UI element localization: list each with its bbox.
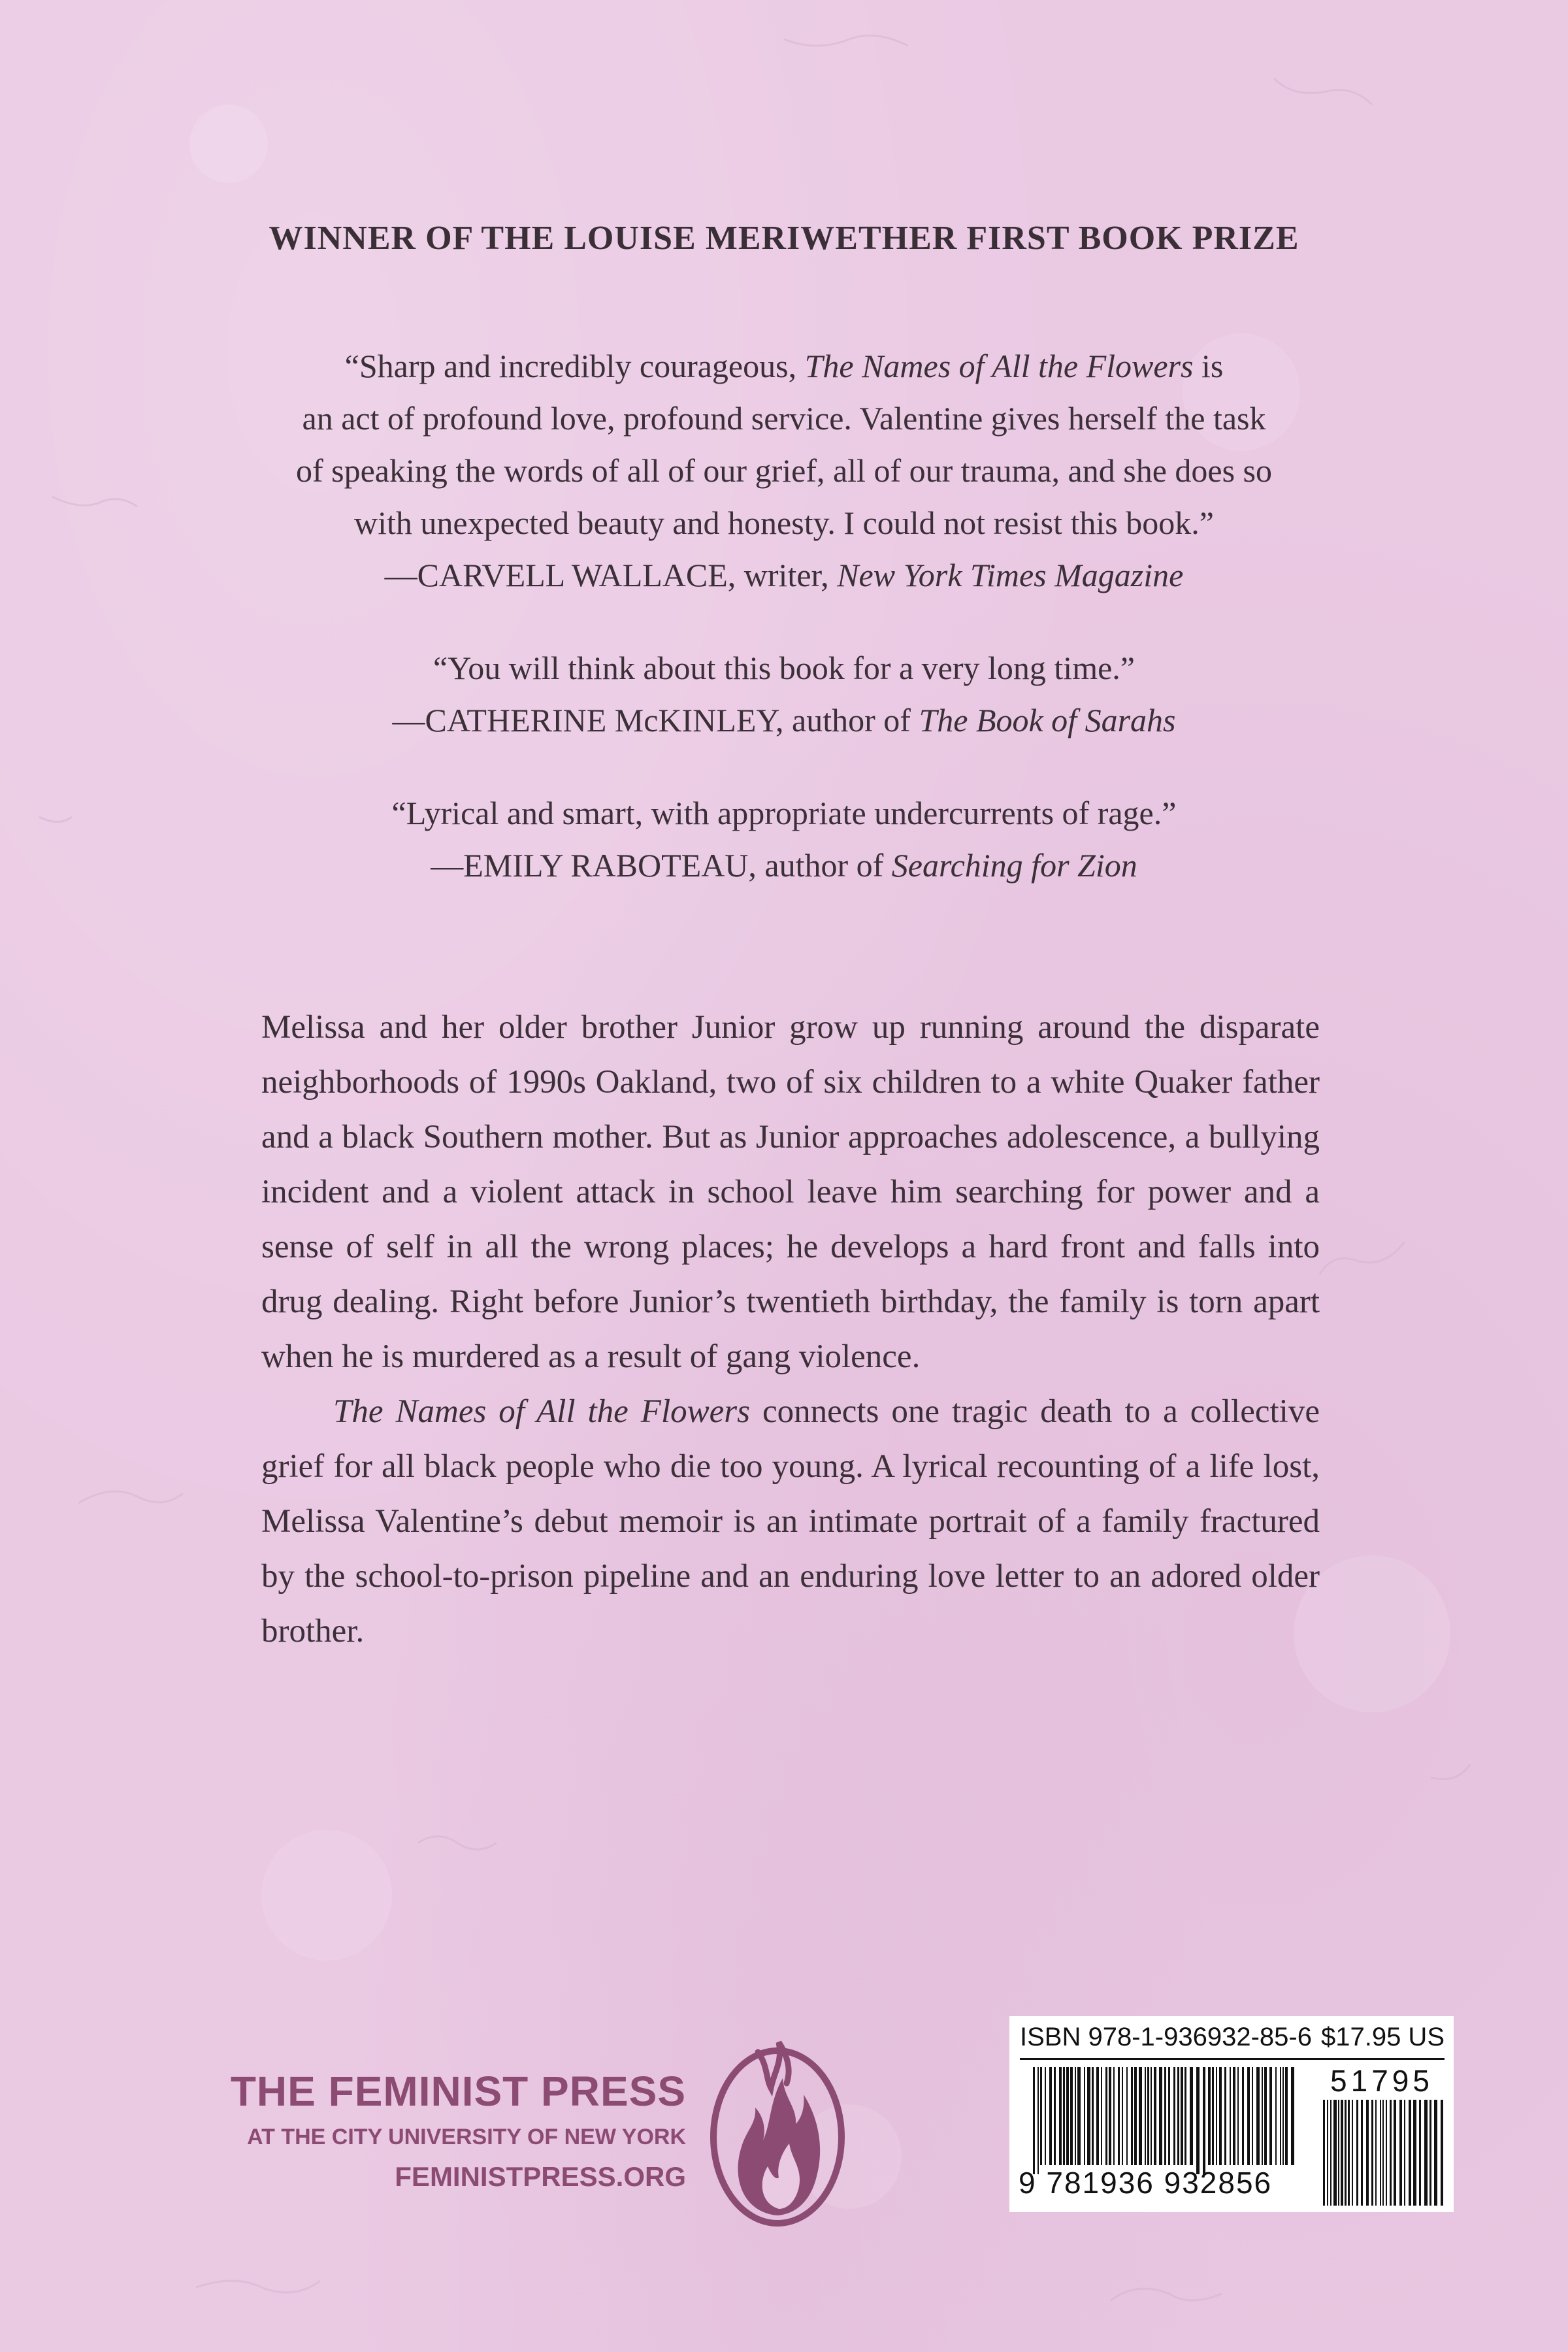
quote-line: “Lyrical and smart, with appropriate undercurrents of rage.” [391, 795, 1177, 831]
barcode-bar [1070, 2067, 1073, 2165]
barcode-bar [1262, 2067, 1263, 2165]
barcode-bar [1399, 2100, 1402, 2206]
attribution: —CATHERINE McKINLEY, author of The Book of Sarahs [392, 702, 1176, 738]
barcode-bar [1184, 2067, 1186, 2165]
barcode-bar [1092, 2067, 1094, 2165]
price: $17.95 US [1320, 2023, 1445, 2051]
barcode-bar [1159, 2067, 1162, 2165]
barcode-bar [1285, 2067, 1288, 2165]
barcode-bar [1390, 2100, 1392, 2206]
blurb-carvell-wallace [222, 340, 1346, 601]
blurb-catherine-mckinley [222, 642, 1346, 746]
barcode-bar [1045, 2067, 1046, 2165]
flame-logo-icon [706, 2026, 849, 2228]
quote-line: with unexpected beauty and honesty. I could not resist this book.” [354, 505, 1214, 541]
blurbs-section [222, 340, 1346, 932]
attribution: —EMILY RABOTEAU, author of Searching for Zion [431, 847, 1137, 884]
barcode-bar [1077, 2067, 1081, 2165]
barcode-bar [1280, 2067, 1281, 2165]
barcode-bar [1134, 2067, 1137, 2165]
barcode-bar [1441, 2100, 1443, 2206]
barcode-bar [1122, 2067, 1123, 2165]
barcode-bar [1269, 2067, 1272, 2165]
attribution: —CARVELL WALLACE, writer, New York Times Magazine [384, 557, 1184, 593]
barcode-bar [1208, 2067, 1211, 2165]
barcode-bar [1109, 2067, 1111, 2165]
barcode-bar [1242, 2067, 1244, 2165]
barcode-bar [1126, 2067, 1128, 2165]
publisher-block [176, 2065, 686, 2197]
barcode-bar [1361, 2100, 1363, 2206]
barcode-panel [1009, 2016, 1454, 2212]
barcode-bar [1105, 2067, 1107, 2165]
barcode-bar [1224, 2067, 1226, 2165]
barcode-bar [1216, 2067, 1217, 2165]
barcode-bar [1237, 2067, 1239, 2165]
barcode-bar [1075, 2067, 1076, 2165]
barcode-bar [1154, 2067, 1156, 2165]
barcode-bar [1380, 2100, 1381, 2206]
barcode-bar [1233, 2067, 1235, 2165]
description-paragraph-1: Melissa and her older brother Junior grow up running around the disparate neighborhoods of 1990s Oakland, two of six children to a white Quaker father and a black Southern mother. But as Junior approaches adolescence, a bullying incident and a violent attack in school leave him searching for power and a sense of self in all the wrong places; he develops a hard front and falls into drug dealing. Right before Junior’s twentieth birthday, the family is torn apart when he is murdered as a result of gang violence. [261, 1009, 1320, 1375]
barcode-bar [1066, 2067, 1069, 2165]
barcode-bar [1356, 2100, 1358, 2206]
book-title: The Names of All the Flowers [333, 1393, 750, 1430]
barcode-bar [1409, 2100, 1411, 2206]
publisher-name: THE FEMINIST PRESS [230, 2068, 686, 2115]
book-title: The Names of All the Flowers [804, 348, 1194, 384]
barcode-bar [1131, 2067, 1133, 2165]
barcode-bar [1219, 2067, 1222, 2165]
barcode-bar [1049, 2067, 1052, 2165]
barcode-bar [1040, 2067, 1042, 2165]
barcode-bar [1252, 2067, 1253, 2165]
barcode-bar [1434, 2100, 1437, 2206]
barcode-bar [1177, 2067, 1179, 2165]
barcode-bar [1382, 2100, 1384, 2206]
barcode-bar [1424, 2100, 1428, 2206]
barcode-bar [1147, 2067, 1149, 2165]
barcode-bar [1366, 2100, 1369, 2206]
barcode-bar [1419, 2100, 1421, 2206]
book-description [261, 1000, 1320, 1659]
barcode-bar [1371, 2100, 1373, 2206]
barcode-bar [1291, 2067, 1294, 2165]
barcode-bar [1101, 2067, 1102, 2165]
barcode-bar [1413, 2100, 1416, 2206]
barcode-bar [1054, 2067, 1056, 2165]
barcode-bar [1190, 2067, 1193, 2165]
barcode-bar [1247, 2067, 1250, 2165]
barcode-bar [1230, 2067, 1231, 2165]
barcode-bar [1118, 2067, 1120, 2165]
quote-line: of speaking the words of all of our grief, all of our trauma, and she does so [295, 452, 1273, 489]
description-paragraph-2: The Names of All the Flowers connects one tragic death to a collective grief for all black people who die too young. A lyrical recounting of a life lost, Melissa Valentine’s debut memoir is an intimate portrait of a family fractured by the school-to-prison pipeline and an enduring love letter to an adored older brother. [261, 1393, 1320, 1649]
barcode-bar [1059, 2067, 1062, 2165]
barcode-bar [1164, 2067, 1166, 2165]
publisher-subtitle: AT THE CITY UNIVERSITY OF NEW YORK [247, 2125, 686, 2149]
barcode-bar [1212, 2067, 1214, 2165]
barcode-bar [1352, 2100, 1353, 2206]
barcode-bar [1256, 2067, 1260, 2165]
barcode-bar [1386, 2100, 1387, 2206]
barcode-bar [1037, 2067, 1039, 2174]
barcode-bar [1113, 2067, 1115, 2165]
barcode-bar [1429, 2100, 1431, 2206]
barcode-bar [1203, 2067, 1205, 2174]
barcode-bar [1063, 2067, 1065, 2165]
barcode-bar [1033, 2067, 1035, 2174]
barcode-bar [1151, 2067, 1152, 2165]
barcode-bar [1375, 2100, 1377, 2206]
addon-digits: 51795 [1330, 2064, 1433, 2098]
prize-headline: WINNER OF THE LOUISE MERIWETHER FIRST BOOK PRIZE [269, 220, 1299, 257]
barcode-bar [1404, 2100, 1405, 2206]
barcode-bar [1196, 2067, 1200, 2174]
barcode-bar [1181, 2067, 1183, 2165]
barcode-bar [1275, 2067, 1277, 2165]
publisher-url: FEMINISTPRESS.ORG [395, 2161, 686, 2192]
quote-line: an act of profound love, profound service. Valentine gives herself the task [302, 400, 1266, 437]
isbn-number: ISBN 978-1-936932-85-6 [1020, 2023, 1312, 2051]
barcode-bar [1084, 2067, 1085, 2165]
blurb-emily-raboteau [222, 787, 1346, 891]
barcode-bar [1394, 2100, 1396, 2206]
quote-line: “You will think about this book for a very long time.” [433, 650, 1135, 686]
ean-digits: 9 781936 932856 [1019, 2166, 1273, 2200]
barcode-bar [1264, 2067, 1267, 2165]
barcode-bar [1087, 2067, 1090, 2165]
quote-line: “Sharp and incredibly courageous, The Names of All the Flowers is [344, 348, 1224, 384]
barcode-bar [1168, 2067, 1170, 2165]
barcode-bar [1348, 2100, 1350, 2206]
barcode-bar [1282, 2067, 1284, 2165]
barcode-bar [1173, 2067, 1175, 2165]
barcode-bar [1145, 2067, 1146, 2165]
barcode-bar [1096, 2067, 1099, 2165]
barcode-bar [1139, 2067, 1142, 2165]
